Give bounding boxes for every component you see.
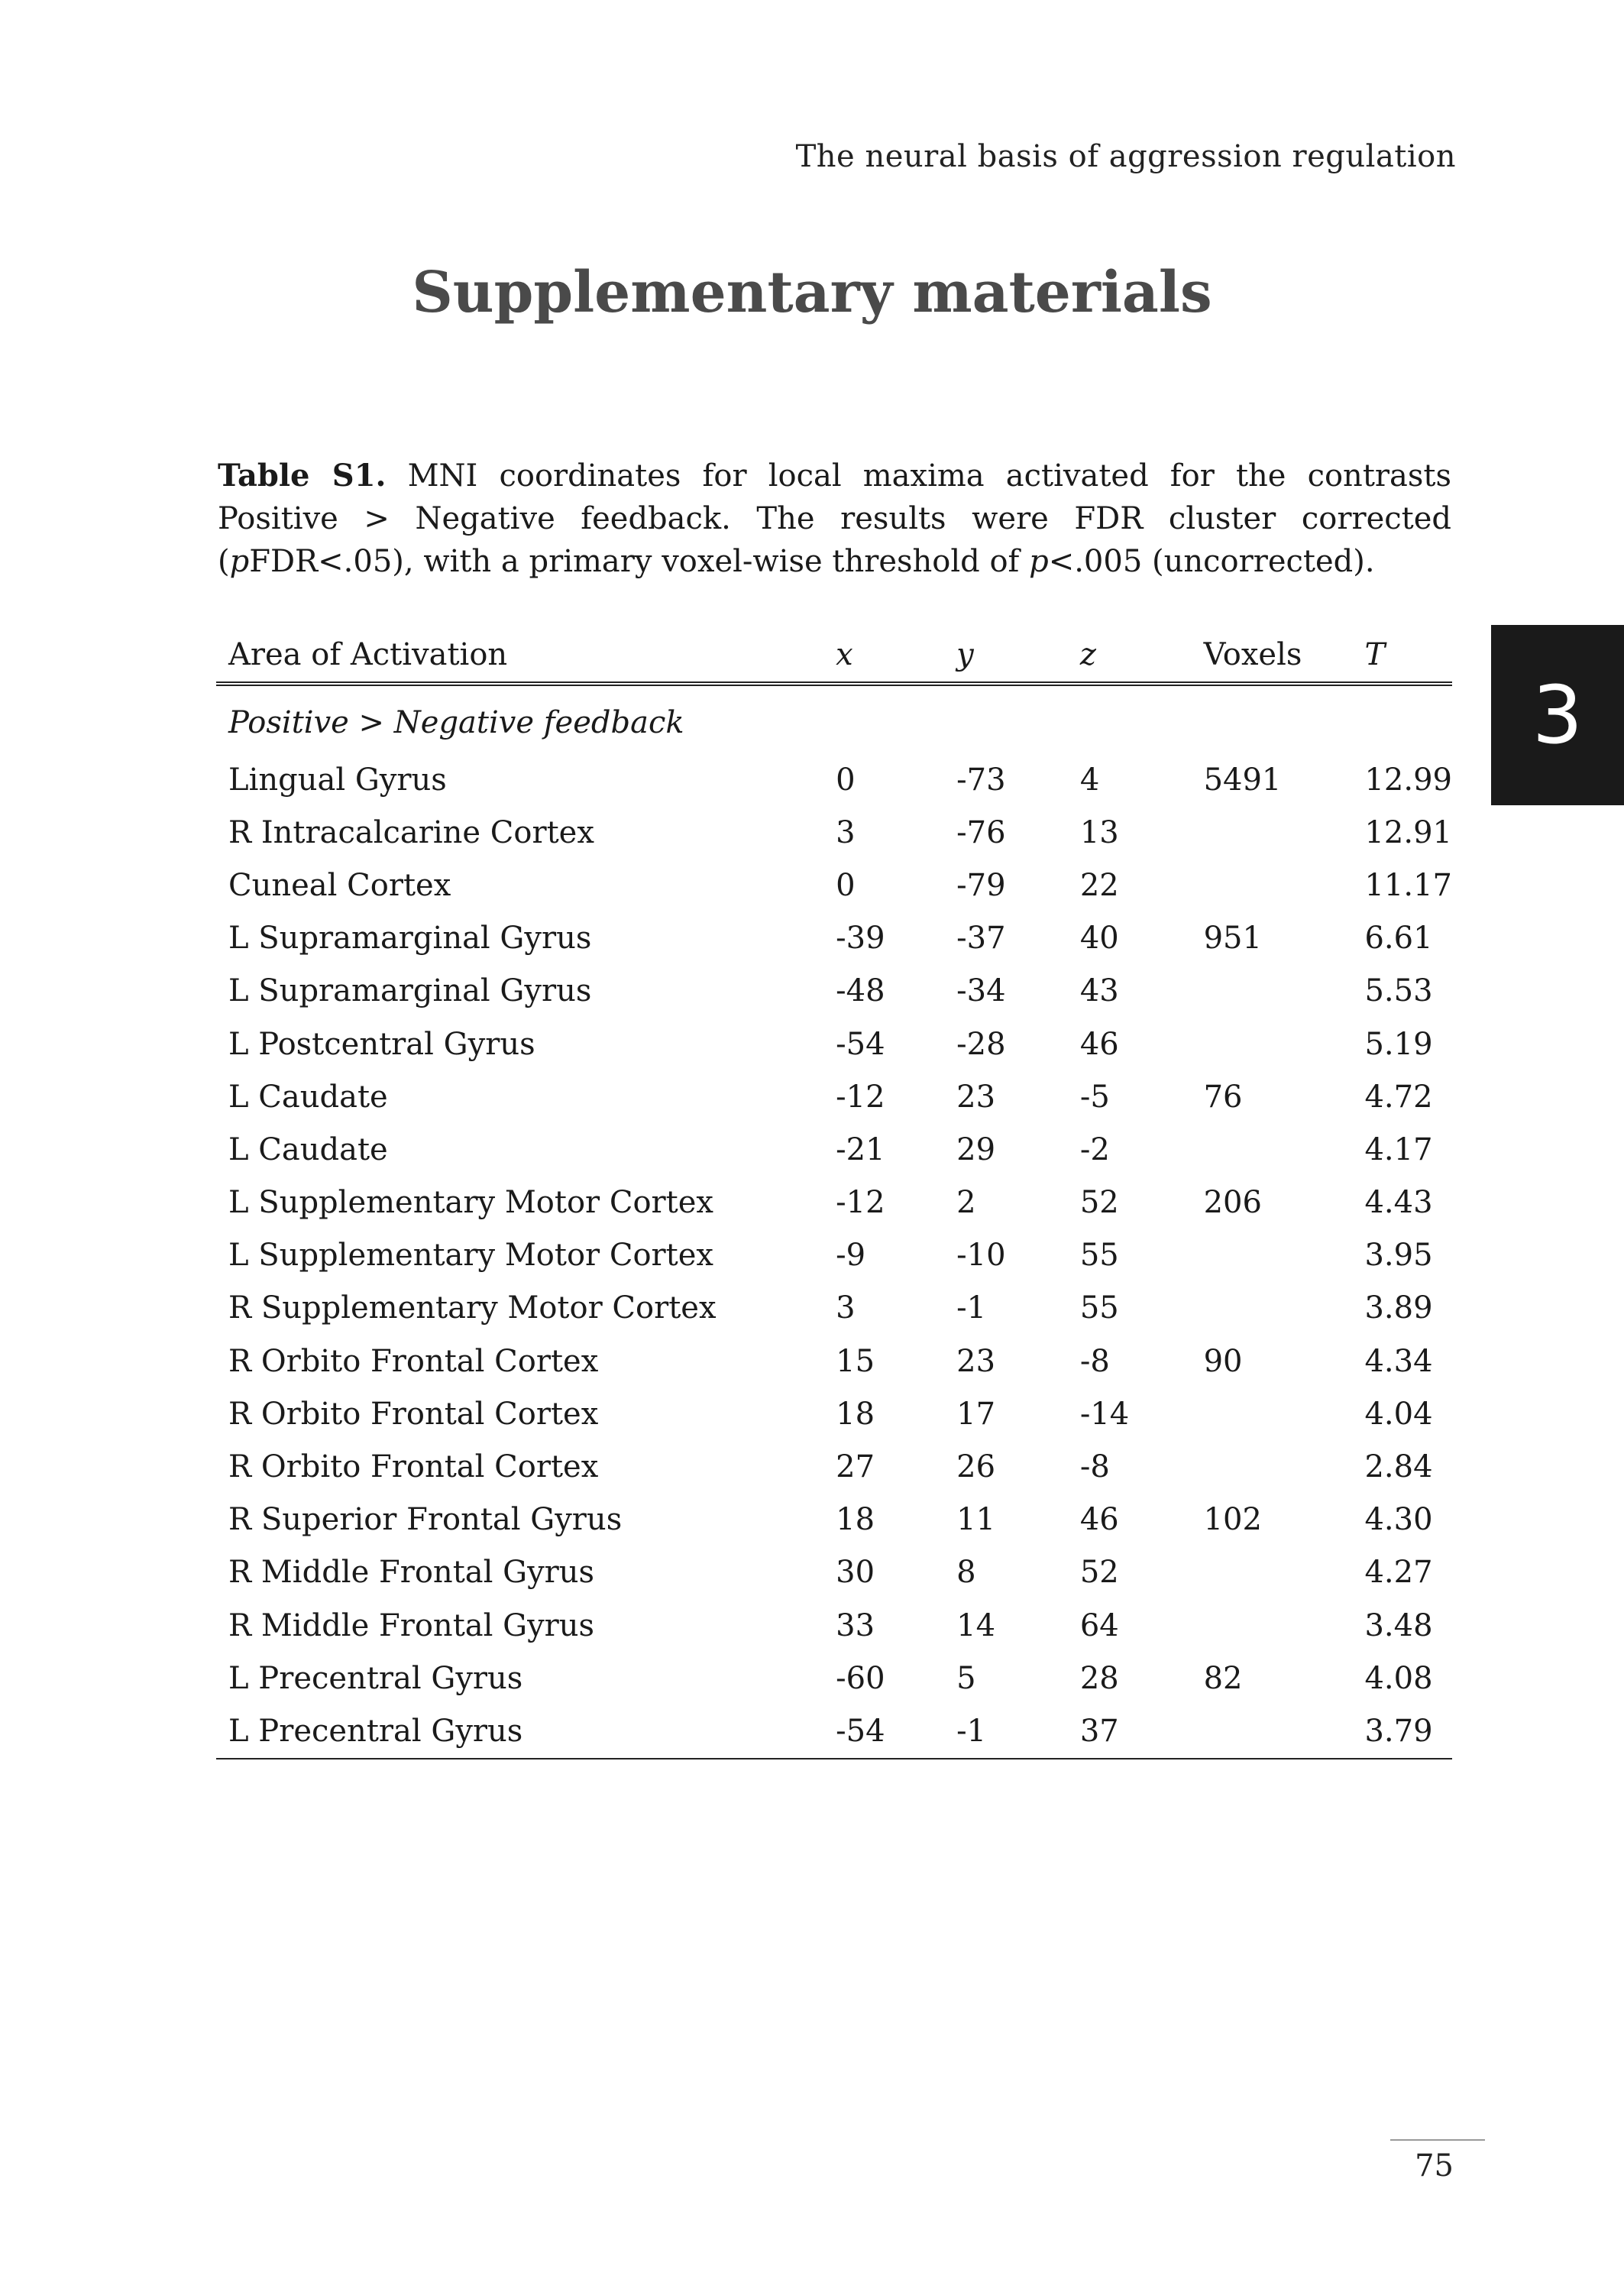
cell-voxels — [1192, 1440, 1353, 1493]
cell-area: L Supplementary Motor Cortex — [228, 1185, 713, 1221]
cell-z: -5 — [1079, 1079, 1110, 1115]
cell-voxels — [1192, 1387, 1353, 1440]
cell-z: 37 — [1068, 1704, 1192, 1758]
cell-t: 4.04 — [1364, 1396, 1433, 1432]
cell-area: R Orbito Frontal Cortex — [228, 1343, 599, 1379]
cell-y: 23 — [956, 1343, 996, 1379]
cell-y: 29 — [956, 1131, 996, 1167]
cell-t: 5.19 — [1364, 1026, 1433, 1062]
cell-y: -1 — [944, 1704, 1068, 1758]
caption-text-3: <.005 (uncorrected). — [1048, 544, 1375, 579]
header-y: y — [944, 628, 1068, 684]
cell-x: -54 — [836, 1026, 885, 1062]
cell-x: 3 — [836, 814, 856, 850]
table-row — [216, 1599, 1452, 1652]
cell-voxels — [1192, 1704, 1353, 1758]
cell-x: -12 — [836, 1079, 885, 1115]
table-row — [216, 1387, 1452, 1440]
table-row — [216, 1070, 1452, 1123]
cell-area: R Orbito Frontal Cortex — [228, 1449, 599, 1485]
cell-t: 2.84 — [1364, 1449, 1433, 1485]
cell-z: 55 — [1079, 1290, 1119, 1326]
cell-y: 2 — [956, 1185, 976, 1221]
cell-y: 17 — [956, 1396, 996, 1432]
table-row — [216, 1229, 1452, 1282]
chapter-tab: 3 — [1491, 625, 1624, 805]
cell-y: 5 — [956, 1660, 976, 1696]
cell-voxels: 82 — [1203, 1660, 1243, 1696]
cell-z: 22 — [1079, 867, 1119, 903]
table-row — [216, 1704, 1452, 1758]
cell-t: 3.48 — [1364, 1607, 1433, 1643]
running-head: The neural basis of aggression regulation — [795, 139, 1456, 174]
cell-voxels: 76 — [1203, 1079, 1243, 1115]
caption-p-italic-1: p — [229, 544, 250, 579]
cell-t: 12.91 — [1364, 814, 1452, 850]
caption-label: Table S1. — [218, 458, 387, 494]
table-row — [216, 1018, 1452, 1070]
cell-x: -21 — [836, 1131, 885, 1167]
table-row — [216, 1335, 1452, 1387]
cell-y: -10 — [956, 1238, 1006, 1274]
cell-t: 4.17 — [1364, 1131, 1433, 1167]
cell-voxels: 951 — [1203, 921, 1262, 957]
cell-z: 4 — [1079, 762, 1100, 798]
cell-x: 18 — [836, 1396, 875, 1432]
header-z: z — [1068, 628, 1192, 684]
cell-z: 43 — [1079, 973, 1119, 1009]
cell-voxels — [1192, 1599, 1353, 1652]
cell-y: -79 — [956, 867, 1006, 903]
cell-area: L Supplementary Motor Cortex — [228, 1238, 713, 1274]
table-row — [216, 965, 1452, 1018]
cell-t: 4.72 — [1364, 1079, 1433, 1115]
cell-area: R Middle Frontal Gyrus — [228, 1607, 595, 1643]
cell-y: 8 — [956, 1555, 976, 1591]
cell-z: 28 — [1079, 1660, 1119, 1696]
cell-t: 12.99 — [1364, 762, 1452, 798]
cell-t: 4.34 — [1364, 1343, 1433, 1379]
cell-t: 11.17 — [1364, 867, 1452, 903]
cell-area: R Supplementary Motor Cortex — [228, 1290, 717, 1326]
section-row — [216, 684, 1452, 753]
cell-z: 40 — [1079, 921, 1119, 957]
table-header-row — [216, 628, 1452, 684]
cell-voxels — [1192, 1018, 1353, 1070]
cell-voxels: 5491 — [1203, 762, 1282, 798]
table-row — [216, 1282, 1452, 1335]
cell-z: 55 — [1079, 1238, 1119, 1274]
footer-rule — [1390, 2139, 1485, 2141]
section-label: Positive > Negative feedback — [228, 705, 684, 740]
cell-z: -8 — [1079, 1343, 1110, 1379]
cell-y: -34 — [956, 973, 1006, 1009]
cell-t: 4.08 — [1364, 1660, 1433, 1696]
cell-z: 64 — [1079, 1607, 1119, 1643]
header-t: T — [1352, 628, 1452, 684]
cell-y: 14 — [956, 1607, 996, 1643]
table-row — [216, 806, 1452, 859]
table-caption — [218, 455, 1451, 583]
cell-t: 4.27 — [1364, 1555, 1433, 1591]
table-row — [216, 1177, 1452, 1229]
cell-area: L Postcentral Gyrus — [228, 1026, 535, 1062]
cell-z: -14 — [1079, 1396, 1130, 1432]
caption-p-italic-2: p — [1029, 544, 1049, 579]
table-row — [216, 1123, 1452, 1176]
cell-x: 0 — [836, 762, 856, 798]
cell-x: 18 — [836, 1502, 875, 1538]
cell-t: 3.95 — [1364, 1238, 1433, 1274]
cell-y: 23 — [956, 1079, 996, 1115]
cell-y: 11 — [956, 1502, 996, 1538]
cell-t: 4.30 — [1364, 1502, 1433, 1538]
cell-x: -12 — [836, 1185, 885, 1221]
cell-voxels — [1192, 859, 1353, 911]
cell-voxels — [1192, 806, 1353, 859]
cell-y: -37 — [956, 921, 1006, 957]
caption-text-2: FDR<.05), with a primary voxel-wise threshold of — [249, 544, 1030, 579]
cell-x: -9 — [836, 1238, 866, 1274]
mni-coordinates-table — [216, 628, 1452, 1759]
cell-z: 52 — [1079, 1555, 1119, 1591]
cell-area: R Superior Frontal Gyrus — [228, 1502, 623, 1538]
cell-area: L Supramarginal Gyrus — [228, 921, 592, 957]
table-row — [216, 1652, 1452, 1704]
cell-t: 5.53 — [1364, 973, 1433, 1009]
header-x: x — [823, 628, 944, 684]
table-body — [216, 684, 1452, 1759]
cell-voxels — [1192, 1282, 1353, 1335]
cell-x: -39 — [836, 921, 885, 957]
cell-x: 0 — [836, 867, 856, 903]
cell-z: -8 — [1079, 1449, 1110, 1485]
cell-voxels: 102 — [1203, 1502, 1262, 1538]
cell-z: 46 — [1079, 1502, 1119, 1538]
page-title: Supplementary materials — [412, 260, 1212, 325]
cell-z: 13 — [1079, 814, 1119, 850]
cell-y: 26 — [956, 1449, 996, 1485]
cell-y: -76 — [956, 814, 1006, 850]
cell-t: 6.61 — [1364, 921, 1433, 957]
cell-t: 3.79 — [1352, 1704, 1452, 1758]
cell-area: Lingual Gyrus — [228, 762, 447, 798]
cell-voxels: 206 — [1203, 1185, 1262, 1221]
cell-z: -2 — [1079, 1131, 1110, 1167]
cell-x: 3 — [836, 1290, 856, 1326]
header-area: Area of Activation — [216, 628, 823, 684]
cell-x: 15 — [836, 1343, 875, 1379]
cell-x: -54 — [823, 1704, 944, 1758]
table-row — [216, 859, 1452, 911]
table-row — [216, 1494, 1452, 1546]
cell-voxels — [1192, 1229, 1353, 1282]
cell-area: L Supramarginal Gyrus — [228, 973, 592, 1009]
caption-text-1: MNI coordinates for local maxima activated for the contrasts Positive > Negative feedback. The results were FDR cluster corrected ( — [218, 458, 1451, 579]
cell-z: 52 — [1079, 1185, 1119, 1221]
header-voxels: Voxels — [1192, 628, 1353, 684]
cell-y: -73 — [956, 762, 1006, 798]
cell-voxels — [1192, 1546, 1353, 1599]
cell-x: 33 — [836, 1607, 875, 1643]
cell-area: R Middle Frontal Gyrus — [228, 1555, 595, 1591]
cell-z: 46 — [1079, 1026, 1119, 1062]
cell-x: -60 — [836, 1660, 885, 1696]
cell-area: L Precentral Gyrus — [228, 1660, 523, 1696]
cell-area: L Precentral Gyrus — [216, 1704, 823, 1758]
cell-y: -1 — [956, 1290, 987, 1326]
cell-voxels — [1192, 1123, 1353, 1176]
cell-area: R Orbito Frontal Cortex — [228, 1396, 599, 1432]
cell-voxels — [1192, 965, 1353, 1018]
table-row — [216, 1546, 1452, 1599]
table-row — [216, 1440, 1452, 1493]
cell-t: 4.43 — [1364, 1185, 1433, 1221]
page-number: 75 — [1415, 2148, 1454, 2184]
cell-t: 3.89 — [1364, 1290, 1433, 1326]
cell-area: Cuneal Cortex — [228, 867, 451, 903]
cell-area: L Caudate — [228, 1079, 388, 1115]
cell-voxels: 90 — [1203, 1343, 1243, 1379]
cell-area: R Intracalcarine Cortex — [228, 814, 594, 850]
cell-x: 30 — [836, 1555, 875, 1591]
cell-y: -28 — [956, 1026, 1006, 1062]
cell-x: 27 — [836, 1449, 875, 1485]
cell-area: L Caudate — [228, 1131, 388, 1167]
table-row — [216, 753, 1452, 806]
cell-x: -48 — [836, 973, 885, 1009]
table-row — [216, 912, 1452, 965]
